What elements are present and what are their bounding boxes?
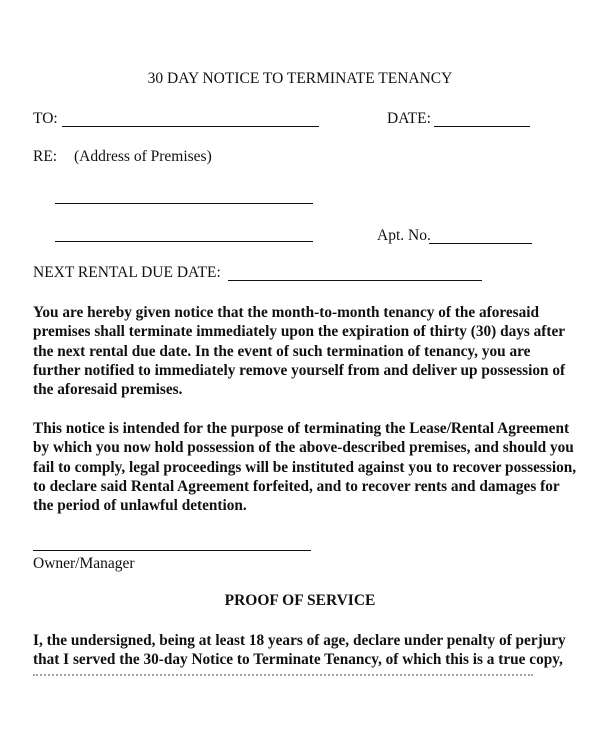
document-title: 30 DAY NOTICE TO TERMINATE TENANCY (147, 70, 453, 87)
apt-line (429, 243, 532, 244)
notice-paragraph-1: You are hereby given notice that the month-to-month tenancy of the aforesaid premises shall terminate immediately upon the expiration of thirty (30) days after the next rental due date. In the event of such termination of tenancy, you are further notified to immediately remove yourself from and deliver up possession of the aforesaid premises. (33, 304, 566, 399)
to-label: TO: (33, 110, 58, 127)
next-rental-due-date-label: NEXT RENTAL DUE DATE: (33, 264, 221, 281)
address-label: (Address of Premises) (74, 148, 212, 165)
cut-off-text-line (33, 674, 533, 680)
notice-paragraph-2: This notice is intended for the purpose of terminating the Lease/Rental Agreement by which you now hold possession of the above-described premises, and should you fail to comply, legal proceedings will be instituted against you to recover possession, to declare said Rental Agreement forfeited, and to recover rents and damages for the period of unlawful detention. (33, 420, 577, 515)
re-label: RE: (33, 148, 58, 165)
date-label: DATE: (387, 110, 431, 127)
date-line (434, 126, 530, 127)
proof-of-service-heading: PROOF OF SERVICE (224, 592, 376, 609)
owner-manager-label: Owner/Manager (33, 555, 135, 572)
signature-line (33, 550, 311, 551)
address-line-1 (55, 203, 313, 204)
next-rental-due-date-line (228, 280, 482, 281)
proof-paragraph: I, the undersigned, being at least 18 years of age, declare under penalty of perjury that I served the 30-day Notice to Terminate Tenancy, of which this is a true copy, (33, 632, 566, 669)
to-line (62, 126, 319, 127)
address-line-2 (55, 241, 313, 242)
apt-label: Apt. No. (377, 227, 431, 244)
